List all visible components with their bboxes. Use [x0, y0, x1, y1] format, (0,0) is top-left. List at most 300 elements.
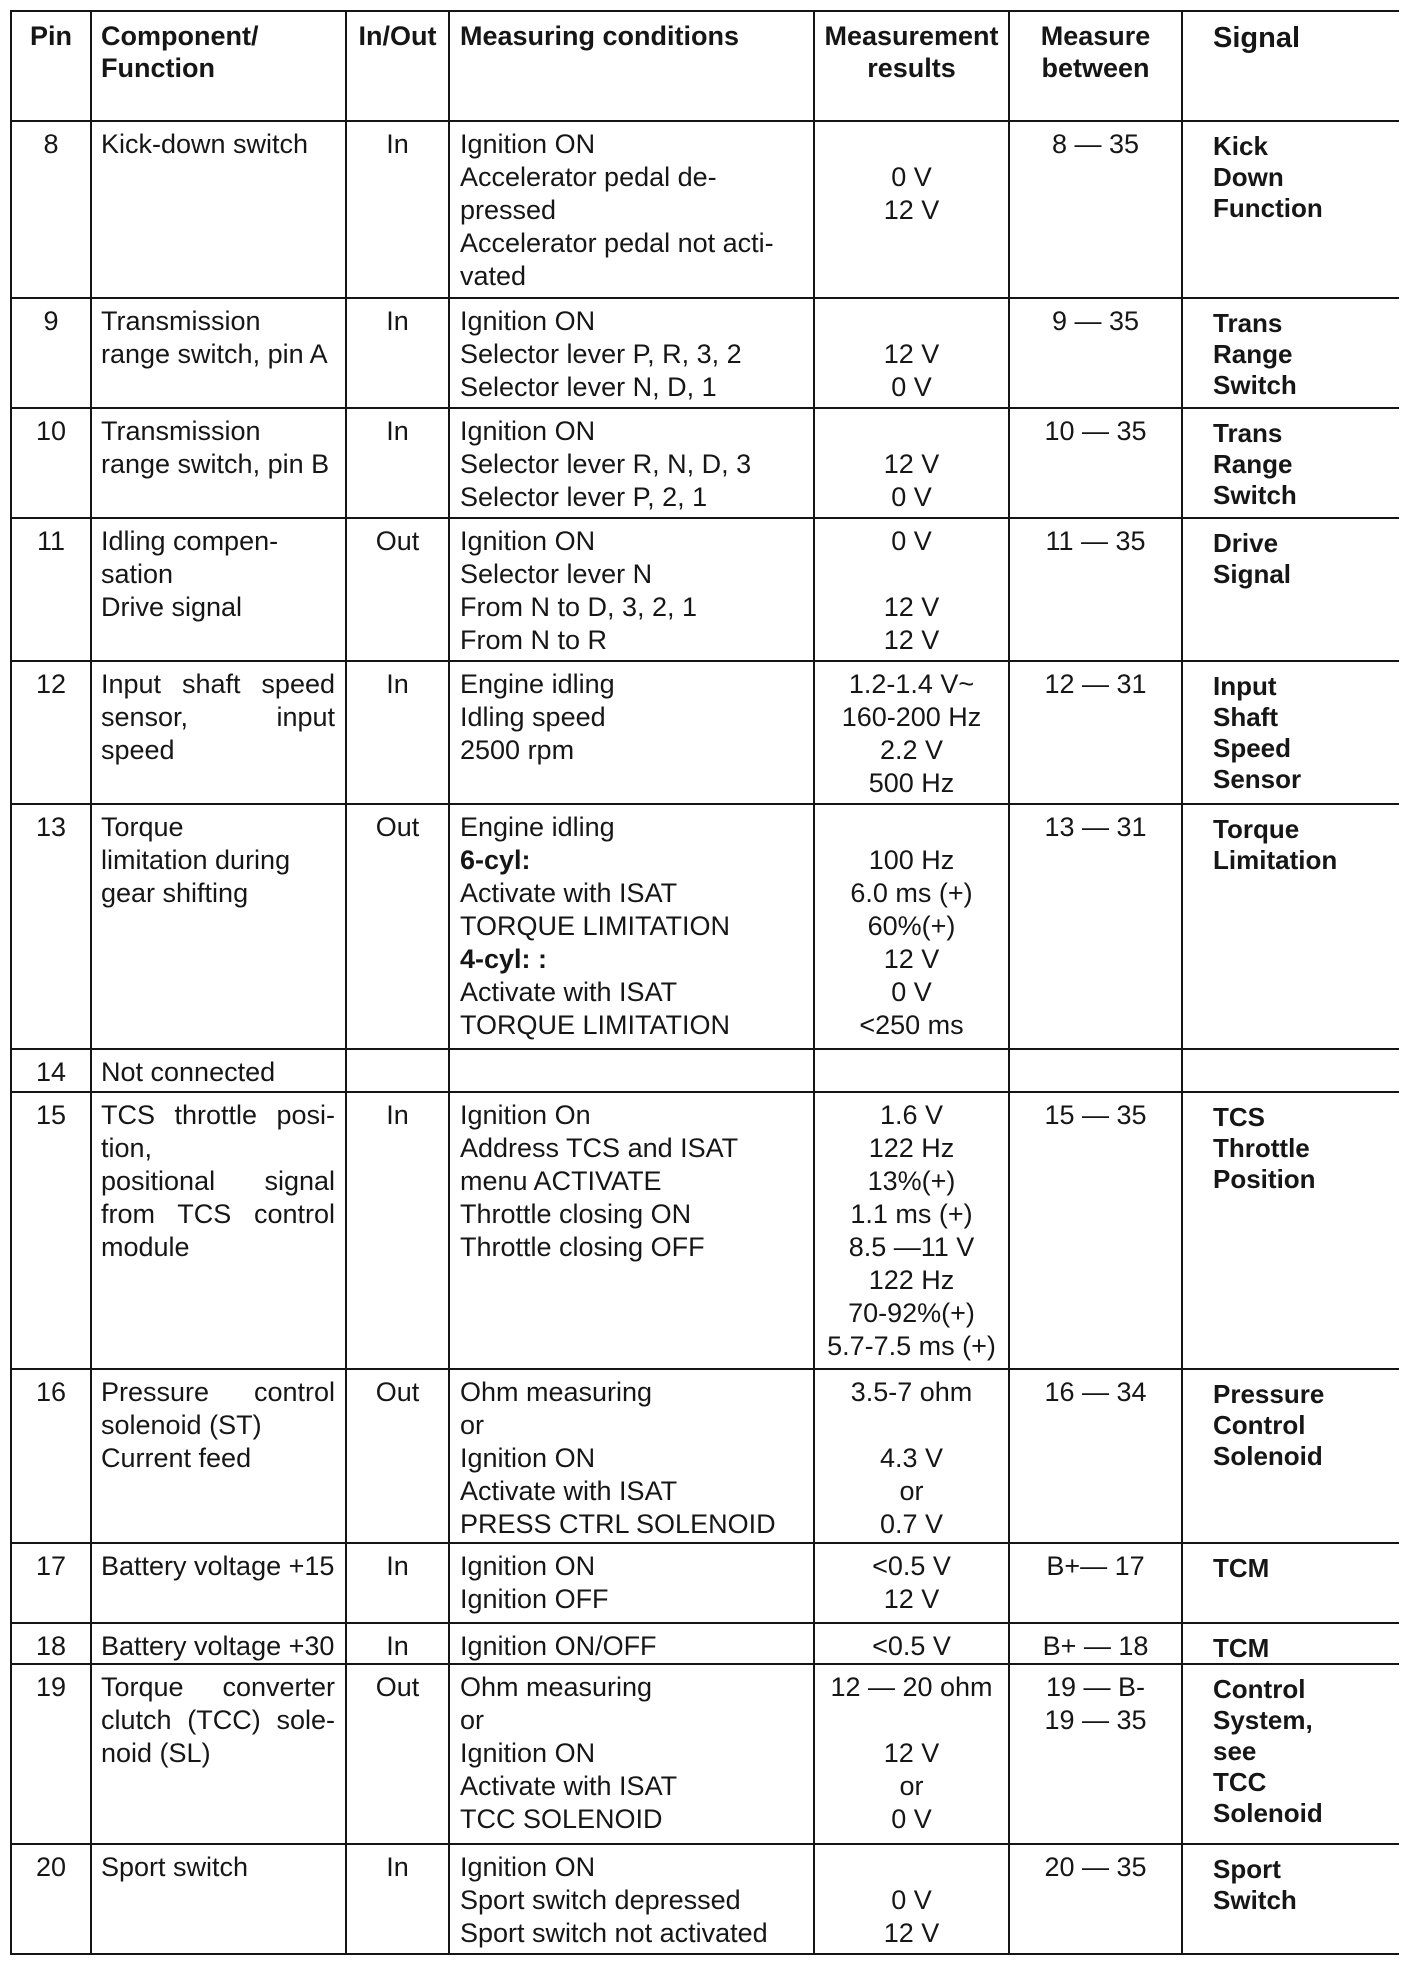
pin-cell	[12, 409, 92, 517]
result-value: 12 V	[883, 1584, 940, 1614]
condition-line: Selector lever P, R, 3, 2	[460, 339, 742, 369]
signal-line: Solenoid	[1213, 1441, 1323, 1471]
signal-line: TCM	[1213, 1633, 1270, 1663]
component-line: noid (SL)	[101, 1738, 211, 1768]
component-line: Battery voltage +15	[101, 1551, 335, 1581]
result-value: 1.2-1.4 V~	[848, 669, 975, 699]
component-cell	[92, 805, 347, 1048]
signal-line: Drive	[1213, 528, 1279, 558]
condition-line: Activate with ISAT	[460, 1476, 678, 1506]
condition-line: TCC SOLENOID	[460, 1804, 663, 1834]
condition-line: or	[460, 1705, 485, 1735]
header-component-label: Function	[101, 53, 215, 83]
signal-line: Function	[1213, 193, 1323, 223]
condition-line: From N to D, 3, 2, 1	[460, 592, 698, 622]
in-out-cell	[347, 1370, 450, 1542]
header-measure-between	[1010, 12, 1183, 120]
pin-cell	[12, 1370, 92, 1542]
signal-line: Range	[1213, 449, 1293, 479]
condition-line: 4-cyl: :	[460, 944, 548, 974]
component-line: Drive signal	[101, 592, 243, 622]
signal-line: Down	[1213, 162, 1284, 192]
result-value: 12 V	[883, 592, 940, 622]
table-row-pin-10	[12, 409, 1399, 519]
signal-cell	[1183, 1665, 1399, 1843]
results-cell	[815, 805, 1010, 1048]
result-value: 12 V	[883, 449, 940, 479]
pin-cell	[12, 1665, 92, 1843]
pin-number: 10	[35, 416, 67, 446]
pin-cell	[12, 299, 92, 407]
signal-line: Limitation	[1213, 845, 1338, 875]
in-out-value: In	[386, 1852, 409, 1882]
condition-line: Address TCS and ISAT	[460, 1133, 739, 1163]
condition-line: Accelerator pedal not acti-	[460, 228, 774, 258]
in-out-cell	[347, 1050, 450, 1091]
signal-line: Switch	[1213, 370, 1297, 400]
table-row-pin-15	[12, 1093, 1399, 1370]
result-value: 122 Hz	[868, 1133, 955, 1163]
result-value: 100 Hz	[868, 845, 955, 875]
table-row-pin-20	[12, 1845, 1399, 1955]
pin-cell	[12, 1845, 92, 1953]
header-measure-between-label: Measure	[1040, 21, 1151, 51]
results-cell	[815, 519, 1010, 660]
pin-number: 9	[43, 306, 59, 336]
table-row-pin-11	[12, 519, 1399, 662]
component-line: limitation during	[101, 845, 291, 875]
result-value: 0.7 V	[879, 1509, 944, 1539]
result-value: 60%(+)	[867, 911, 956, 941]
condition-line: Ignition ON	[460, 416, 596, 446]
table-row-pin-14	[12, 1050, 1399, 1093]
measure-between-value: 10 — 35	[1044, 416, 1147, 446]
in-out-value: In	[386, 416, 409, 446]
signal-cell	[1183, 1370, 1399, 1542]
component-cell	[92, 122, 347, 297]
component-line: from TCS control	[101, 1199, 335, 1229]
component-line: range switch, pin A	[101, 339, 328, 369]
signal-cell	[1183, 1093, 1399, 1368]
signal-line: Torque	[1213, 814, 1300, 844]
result-value: 12 V	[883, 339, 940, 369]
signal-line: Range	[1213, 339, 1293, 369]
conditions-cell	[450, 122, 815, 297]
condition-line: PRESS CTRL SOLENOID	[460, 1509, 776, 1539]
measure-between-cell	[1010, 1624, 1183, 1664]
conditions-cell	[450, 805, 815, 1048]
measure-between-value: 9 — 35	[1051, 306, 1140, 336]
measure-between-cell	[1010, 1845, 1183, 1953]
results-cell	[815, 1544, 1010, 1622]
condition-line: Ignition OFF	[460, 1584, 609, 1614]
signal-cell	[1183, 1845, 1399, 1953]
component-line: speed	[101, 735, 175, 765]
result-value	[815, 1409, 1008, 1442]
result-value: <250 ms	[859, 1010, 964, 1040]
conditions-cell	[450, 1544, 815, 1622]
signal-cell	[1183, 805, 1399, 1048]
result-value: <0.5 V	[872, 1551, 951, 1581]
pin-cell	[12, 662, 92, 803]
measure-between-value: 20 — 35	[1044, 1852, 1147, 1882]
component-cell	[92, 299, 347, 407]
header-in-out	[347, 12, 450, 120]
result-value: 70-92%(+)	[848, 1298, 975, 1328]
header-conditions-label: Measuring conditions	[460, 21, 740, 51]
condition-line: 6-cyl:	[460, 845, 531, 875]
pin-cell	[12, 519, 92, 660]
signal-line: Kick	[1213, 131, 1268, 161]
result-value	[815, 128, 1008, 161]
table-body	[12, 122, 1399, 1955]
in-out-value: Out	[375, 1377, 420, 1407]
signal-cell	[1183, 299, 1399, 407]
pin-number: 11	[36, 526, 66, 556]
condition-line: 2500 rpm	[460, 735, 575, 765]
condition-line: Ignition ON	[460, 1443, 596, 1473]
table-row-pin-12	[12, 662, 1399, 805]
result-value: 122 Hz	[868, 1265, 955, 1295]
measure-between-value: 19 — 35	[1044, 1705, 1147, 1735]
result-value	[815, 1851, 1008, 1884]
results-cell	[815, 1050, 1010, 1091]
signal-line: Pressure	[1213, 1379, 1325, 1409]
table-row-pin-17	[12, 1544, 1399, 1624]
results-cell	[815, 1370, 1010, 1542]
result-value	[815, 811, 1008, 844]
result-value: 12 V	[883, 625, 940, 655]
measure-between-value: 12 — 31	[1044, 669, 1147, 699]
in-out-cell	[347, 122, 450, 297]
table-row-pin-19	[12, 1665, 1399, 1845]
pin-measurement-table	[10, 10, 1399, 1955]
in-out-value: In	[386, 1551, 409, 1581]
in-out-value: In	[386, 669, 409, 699]
condition-line: Activate with ISAT	[460, 977, 678, 1007]
condition-line: Accelerator pedal de-	[460, 162, 717, 192]
measure-between-cell	[1010, 519, 1183, 660]
header-signal-label: Signal	[1213, 22, 1301, 54]
signal-cell	[1183, 519, 1399, 660]
condition-line: TORQUE LIMITATION	[460, 1010, 731, 1040]
results-cell	[815, 1624, 1010, 1664]
pin-number: 18	[35, 1631, 67, 1661]
condition-line: or	[460, 1410, 485, 1440]
condition-line: menu ACTIVATE	[460, 1166, 662, 1196]
header-pin	[12, 12, 92, 120]
measure-between-value: 11 — 35	[1045, 526, 1146, 556]
condition-line: Activate with ISAT	[460, 878, 678, 908]
pin-cell	[12, 1093, 92, 1368]
component-line: Transmission	[101, 416, 261, 446]
condition-line: TORQUE LIMITATION	[460, 911, 731, 941]
results-cell	[815, 409, 1010, 517]
in-out-cell	[347, 299, 450, 407]
results-cell	[815, 1665, 1010, 1843]
signal-line: Sport	[1213, 1854, 1281, 1884]
measure-between-value: 13 — 31	[1044, 812, 1147, 842]
component-cell	[92, 1845, 347, 1953]
in-out-value: Out	[375, 526, 420, 556]
header-results	[815, 12, 1010, 120]
result-value: 12 V	[883, 944, 940, 974]
signal-line: Trans	[1213, 308, 1283, 338]
measure-between-value: B+— 17	[1046, 1551, 1145, 1581]
pin-number: 19	[35, 1672, 67, 1702]
result-value: or	[899, 1476, 924, 1506]
conditions-cell	[450, 1665, 815, 1843]
in-out-value: Out	[375, 1672, 420, 1702]
component-line: Input shaft speed	[101, 669, 335, 699]
pin-number: 14	[35, 1057, 67, 1087]
table-header	[12, 12, 1399, 122]
component-cell	[92, 409, 347, 517]
result-value: 12 V	[883, 1918, 940, 1948]
pin-number: 17	[35, 1551, 67, 1581]
header-component-label: Component/	[101, 21, 259, 51]
pin-number: 13	[35, 812, 67, 842]
in-out-cell	[347, 662, 450, 803]
pin-number: 20	[35, 1852, 67, 1882]
condition-line: Ohm measuring	[460, 1377, 653, 1407]
signal-cell	[1183, 409, 1399, 517]
condition-line: Throttle closing ON	[460, 1199, 692, 1229]
conditions-cell	[450, 662, 815, 803]
pin-number: 16	[35, 1377, 67, 1407]
result-value: 0 V	[891, 1804, 932, 1834]
result-value: 4.3 V	[879, 1443, 944, 1473]
measure-between-cell	[1010, 1370, 1183, 1542]
signal-line: Throttle	[1213, 1133, 1310, 1163]
condition-line: Ignition ON	[460, 1551, 596, 1581]
component-line: solenoid (ST)	[101, 1410, 262, 1440]
signal-line: Input	[1213, 671, 1277, 701]
signal-line: Trans	[1213, 418, 1283, 448]
measure-between-cell	[1010, 299, 1183, 407]
in-out-cell	[347, 805, 450, 1048]
result-value	[815, 558, 1008, 591]
result-value: 12 V	[883, 195, 940, 225]
condition-line: Ignition ON/OFF	[460, 1631, 657, 1661]
header-in-out-label: In/Out	[358, 21, 437, 51]
component-cell	[92, 1093, 347, 1368]
measure-between-value: B+ — 18	[1042, 1631, 1149, 1661]
component-line: Pressure control	[101, 1377, 335, 1407]
component-line: sensor, input	[101, 702, 335, 732]
table-row-pin-16	[12, 1370, 1399, 1544]
condition-line: Throttle closing OFF	[460, 1232, 705, 1262]
signal-line: TCM	[1213, 1553, 1270, 1583]
table-row-pin-9	[12, 299, 1399, 409]
in-out-cell	[347, 1544, 450, 1622]
pin-number: 8	[43, 129, 59, 159]
component-line: Transmission	[101, 306, 261, 336]
results-cell	[815, 299, 1010, 407]
in-out-cell	[347, 1845, 450, 1953]
component-line: range switch, pin B	[101, 449, 330, 479]
condition-line: Ignition ON	[460, 1852, 596, 1882]
result-value: 5.7-7.5 ms (+)	[827, 1331, 996, 1361]
conditions-cell	[450, 1093, 815, 1368]
result-value: 2.2 V	[879, 735, 944, 765]
conditions-cell	[450, 409, 815, 517]
signal-line: TCS	[1213, 1102, 1265, 1132]
measure-between-value: 16 — 34	[1044, 1377, 1147, 1407]
result-value: 1.6 V	[879, 1100, 944, 1130]
pin-number: 12	[35, 669, 67, 699]
signal-line: TCC	[1213, 1767, 1267, 1797]
in-out-cell	[347, 1624, 450, 1664]
signal-cell	[1183, 1624, 1399, 1664]
header-component	[92, 12, 347, 120]
in-out-value: In	[386, 129, 409, 159]
signal-line: Switch	[1213, 1885, 1297, 1915]
in-out-value: In	[386, 1100, 409, 1130]
signal-line: Signal	[1213, 559, 1292, 589]
measure-between-value: 15 — 35	[1044, 1100, 1147, 1130]
component-line: Not connected	[101, 1057, 276, 1087]
table-row-pin-18	[12, 1624, 1399, 1665]
condition-line: Idling speed	[460, 702, 606, 732]
condition-line: From N to R	[460, 625, 608, 655]
results-cell	[815, 122, 1010, 297]
table-row-pin-13	[12, 805, 1399, 1050]
component-cell	[92, 1665, 347, 1843]
pin-cell	[12, 1544, 92, 1622]
component-cell	[92, 1624, 347, 1664]
component-line: positional signal	[101, 1166, 335, 1196]
header-results-label: Measurement	[824, 21, 999, 51]
condition-line: Sport switch depressed	[460, 1885, 741, 1915]
result-value: 0 V	[891, 372, 932, 402]
in-out-cell	[347, 519, 450, 660]
results-cell	[815, 1093, 1010, 1368]
header-conditions	[450, 12, 815, 120]
component-cell	[92, 1544, 347, 1622]
condition-line: Engine idling	[460, 812, 615, 842]
result-value: 6.0 ms (+)	[850, 878, 973, 908]
result-value: 0 V	[891, 977, 932, 1007]
signal-line: Switch	[1213, 480, 1297, 510]
result-value: or	[899, 1771, 924, 1801]
measure-between-value: 19 — B-	[1045, 1672, 1146, 1702]
condition-line: Ignition On	[460, 1100, 591, 1130]
measure-between-cell	[1010, 1544, 1183, 1622]
component-line: Kick-down switch	[101, 129, 309, 159]
pin-cell	[12, 122, 92, 297]
condition-line: Sport switch not activated	[460, 1918, 768, 1948]
result-value	[815, 305, 1008, 338]
signal-line: Speed	[1213, 733, 1292, 763]
component-cell	[92, 662, 347, 803]
in-out-value: Out	[375, 812, 420, 842]
component-line: Torque converter	[101, 1672, 335, 1702]
result-value: 0 V	[891, 1885, 932, 1915]
condition-line: Ignition ON	[460, 1738, 596, 1768]
header-signal	[1183, 12, 1399, 120]
result-value: 500 Hz	[868, 768, 955, 798]
condition-line: Ignition ON	[460, 306, 596, 336]
pin-cell	[12, 1050, 92, 1091]
conditions-cell	[450, 1050, 815, 1091]
condition-line: Activate with ISAT	[460, 1771, 678, 1801]
signal-line: Solenoid	[1213, 1798, 1323, 1828]
result-value: 8.5 —11 V	[848, 1232, 975, 1262]
signal-line: Position	[1213, 1164, 1316, 1194]
measure-between-cell	[1010, 122, 1183, 297]
measure-between-cell	[1010, 1093, 1183, 1368]
signal-cell	[1183, 662, 1399, 803]
condition-line: vated	[460, 261, 527, 291]
conditions-cell	[450, 1624, 815, 1664]
result-value: 12 — 20 ohm	[830, 1672, 993, 1702]
pin-number: 15	[35, 1100, 67, 1130]
result-value: 13%(+)	[867, 1166, 956, 1196]
component-line: Battery voltage +30	[101, 1631, 335, 1661]
signal-cell	[1183, 1050, 1399, 1091]
signal-cell	[1183, 122, 1399, 297]
in-out-value: In	[386, 1631, 409, 1661]
header-pin-label: Pin	[29, 21, 72, 51]
table-row-pin-8	[12, 122, 1399, 299]
condition-line: Ignition ON	[460, 129, 596, 159]
header-measure-between-label: between	[1041, 53, 1150, 83]
result-value: 0 V	[891, 162, 932, 192]
condition-line: Engine idling	[460, 669, 615, 699]
component-cell	[92, 1370, 347, 1542]
condition-line: Selector lever R, N, D, 3	[460, 449, 752, 479]
result-value: 0 V	[891, 526, 932, 556]
in-out-cell	[347, 409, 450, 517]
in-out-cell	[347, 1665, 450, 1843]
component-line: Current feed	[101, 1443, 252, 1473]
component-line: TCS throttle posi-	[101, 1100, 335, 1130]
condition-line: Ohm measuring	[460, 1672, 653, 1702]
in-out-cell	[347, 1093, 450, 1368]
component-line: Sport switch	[101, 1852, 249, 1882]
result-value: 3.5-7 ohm	[850, 1377, 973, 1407]
result-value: 12 V	[883, 1738, 940, 1768]
pin-cell	[12, 1624, 92, 1664]
result-value: 160-200 Hz	[841, 702, 982, 732]
measure-between-cell	[1010, 662, 1183, 803]
component-line: clutch (TCC) sole-	[101, 1705, 335, 1735]
result-value: 0 V	[891, 482, 932, 512]
condition-line: Selector lever P, 2, 1	[460, 482, 708, 512]
signal-line: System,	[1213, 1705, 1313, 1735]
signal-line: see	[1213, 1736, 1257, 1766]
result-value	[815, 1704, 1008, 1737]
measure-between-cell	[1010, 1050, 1183, 1091]
component-cell	[92, 1050, 347, 1091]
signal-line: Control	[1213, 1410, 1306, 1440]
signal-line: Sensor	[1213, 764, 1302, 794]
pin-cell	[12, 805, 92, 1048]
result-value: <0.5 V	[872, 1631, 951, 1661]
conditions-cell	[450, 1370, 815, 1542]
signal-line: Control	[1213, 1674, 1306, 1704]
results-cell	[815, 662, 1010, 803]
component-line: module	[101, 1232, 190, 1262]
condition-line: Selector lever N, D, 1	[460, 372, 717, 402]
conditions-cell	[450, 1845, 815, 1953]
component-line: Idling compen-	[101, 526, 279, 556]
header-results-label: results	[867, 53, 956, 83]
signal-line: Shaft	[1213, 702, 1278, 732]
component-cell	[92, 519, 347, 660]
results-cell	[815, 1845, 1010, 1953]
